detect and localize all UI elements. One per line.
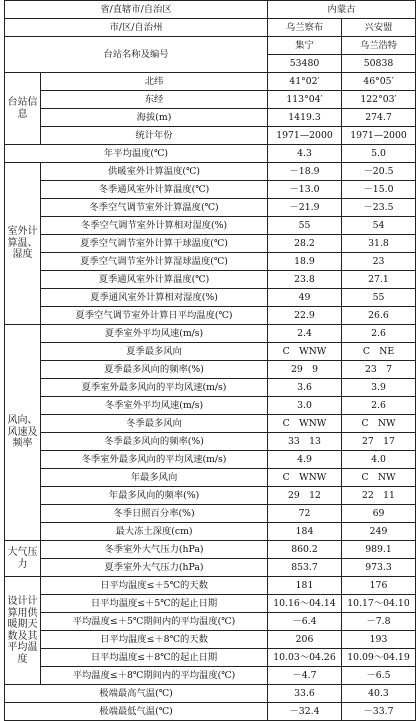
group-label: 大气压力: [5, 541, 41, 577]
station-label: 台站名称及编号: [5, 37, 268, 73]
value-2: －6.5: [342, 667, 416, 685]
value-1: 3.6: [268, 379, 342, 397]
table-row: [5, 73, 416, 91]
table-row: [5, 649, 416, 667]
row-label: 供暖室外计算温度(℃): [41, 163, 268, 181]
row-label: 冬季室外大气压力(hPa): [41, 541, 268, 559]
value-1: 113°04′: [268, 91, 342, 109]
table-row: [5, 289, 416, 307]
station-code-1: 53480: [268, 55, 342, 73]
value-1: 4.9: [268, 451, 342, 469]
row-label: 夏季空气调节室外计算日平均温度(℃): [41, 307, 268, 325]
value-1: －13.0: [268, 181, 342, 199]
value-1: 181: [268, 577, 342, 595]
row-label: 冬季日照百分率(%): [41, 505, 268, 523]
value-2: 23 7: [342, 361, 416, 379]
row-label: 夏季通风室外计算相对湿度(%): [41, 289, 268, 307]
value-2: 54: [342, 217, 416, 235]
value-1: 3.0: [268, 397, 342, 415]
value-2: 40.3: [342, 685, 416, 703]
table-row: [5, 487, 416, 505]
group-label: 设计计算用供暖期天数及其平均温度: [5, 577, 41, 685]
table-row: [5, 415, 416, 433]
value-1: 28.2: [268, 235, 342, 253]
row-label: 冬季空气调节室外计算温度(℃): [41, 199, 268, 217]
table-row: [5, 451, 416, 469]
table-row: [5, 523, 416, 541]
table-row: [5, 595, 416, 613]
table-row: [5, 541, 416, 559]
row-label: 冬季最多风向的频率(%): [41, 433, 268, 451]
row-label: 极端最高气温(℃): [5, 685, 268, 703]
city-1: 乌兰察布: [268, 19, 342, 37]
value-2: 176: [342, 577, 416, 595]
value-2: 23: [342, 253, 416, 271]
value-1: 10.16～04.14: [268, 595, 342, 613]
table-row: [5, 433, 416, 451]
value-1: 10.03～04.26: [268, 649, 342, 667]
row-label: 夏季最多风向的频率(%): [41, 361, 268, 379]
value-1: 1971—2000: [268, 127, 342, 145]
row-label: 日平均温度≤＋8℃的起止日期: [41, 649, 268, 667]
table-row: [5, 577, 416, 595]
table-row: [5, 325, 416, 343]
value-2: 1971—2000: [342, 127, 416, 145]
row-label: 年最多风向的频率(%): [41, 487, 268, 505]
value-2: 31.8: [342, 235, 416, 253]
table-row: [5, 469, 416, 487]
header-row-station: [5, 37, 416, 55]
value-2: 10.09～04.19: [342, 649, 416, 667]
value-1: －18.9: [268, 163, 342, 181]
value-2: 4.0: [342, 451, 416, 469]
value-1: 1419.3: [268, 109, 342, 127]
value-2: 27 17: [342, 433, 416, 451]
value-1: 23.8: [268, 271, 342, 289]
city-2: 兴安盟: [342, 19, 416, 37]
value-1: －21.9: [268, 199, 342, 217]
table-row: [5, 163, 416, 181]
row-label: 日平均温度≤＋5℃的天数: [41, 577, 268, 595]
table-row: [5, 127, 416, 145]
value-1: 33 13: [268, 433, 342, 451]
table-row: [5, 235, 416, 253]
value-1: C WNW: [268, 343, 342, 361]
table-row: [5, 145, 416, 163]
value-2: 122°03′: [342, 91, 416, 109]
value-2: 2.6: [342, 325, 416, 343]
value-1: 18.9: [268, 253, 342, 271]
row-label: 夏季通风室外计算温度(℃): [41, 271, 268, 289]
table-row: [5, 631, 416, 649]
value-1: 184: [268, 523, 342, 541]
table-row: [5, 109, 416, 127]
value-1: 72: [268, 505, 342, 523]
station-2: 乌兰浩特: [342, 37, 416, 55]
table-row: [5, 253, 416, 271]
value-2: 27.1: [342, 271, 416, 289]
group-label: 室外计算温、湿度: [5, 163, 41, 325]
value-2: 2.6: [342, 397, 416, 415]
value-1: C WNW: [268, 415, 342, 433]
value-1: 49: [268, 289, 342, 307]
station-1: 集宁: [268, 37, 342, 55]
row-label: 夏季空气调节室外计算湿球温度(℃): [41, 253, 268, 271]
row-label: 年平均温度(℃): [5, 145, 268, 163]
value-1: 55: [268, 217, 342, 235]
row-label: 东经: [41, 91, 268, 109]
group-label: 风向、风速及频率: [5, 325, 41, 541]
row-label: 年最多风向: [41, 469, 268, 487]
row-label: 最大冻土深度(cm): [41, 523, 268, 541]
table-row: [5, 397, 416, 415]
row-label: 日平均温度≤＋8℃的天数: [41, 631, 268, 649]
table-row: [5, 613, 416, 631]
value-1: 206: [268, 631, 342, 649]
province-value: 内蒙古: [268, 1, 416, 19]
group-label: 台站信息: [5, 73, 41, 145]
value-2: 989.1: [342, 541, 416, 559]
table-row: [5, 217, 416, 235]
value-2: －15.0: [342, 181, 416, 199]
table-row: [5, 685, 416, 703]
table-row: [5, 505, 416, 523]
row-label: 冬季空气调节室外计算相对湿度(%): [41, 217, 268, 235]
value-2: 69: [342, 505, 416, 523]
table-row: [5, 271, 416, 289]
row-label: 夏季室外大气压力(hPa): [41, 559, 268, 577]
value-2: 22 11: [342, 487, 416, 505]
value-1: －4.7: [268, 667, 342, 685]
value-1: 29 12: [268, 487, 342, 505]
row-label: 冬季通风室外计算温度(℃): [41, 181, 268, 199]
value-1: 33.6: [268, 685, 342, 703]
value-2: 5.0: [342, 145, 416, 163]
row-label: 夏季室外最多风向的平均风速(m/s): [41, 379, 268, 397]
row-label: 冬季室外平均风速(m/s): [41, 397, 268, 415]
value-1: 853.7: [268, 559, 342, 577]
table-row: [5, 703, 416, 721]
table-row: [5, 199, 416, 217]
row-label: 冬季最多风向: [41, 415, 268, 433]
table-row: [5, 181, 416, 199]
value-2: C NW: [342, 415, 416, 433]
value-2: 3.9: [342, 379, 416, 397]
header-row-province: [5, 1, 416, 19]
table-row: [5, 361, 416, 379]
row-label: 极端最低气温(℃): [5, 703, 268, 721]
value-2: 249: [342, 523, 416, 541]
row-label: 统计年份: [41, 127, 268, 145]
value-1: 29 9: [268, 361, 342, 379]
value-2: －23.5: [342, 199, 416, 217]
value-1: －32.4: [268, 703, 342, 721]
value-2: －20.5: [342, 163, 416, 181]
value-2: －7.8: [342, 613, 416, 631]
city-label: 市/区/自治州: [5, 19, 268, 37]
row-label: 海拔(m): [41, 109, 268, 127]
value-2: 46°05′: [342, 73, 416, 91]
table-row: [5, 91, 416, 109]
province-label: 省/直辖市/自治区: [5, 1, 268, 19]
value-2: 274.7: [342, 109, 416, 127]
table-row: [5, 379, 416, 397]
value-2: C NW: [342, 469, 416, 487]
row-label: 平均温度≤＋8℃期间内的平均温度(℃): [41, 667, 268, 685]
row-label: 夏季空气调节室外计算干球温度(℃): [41, 235, 268, 253]
value-1: 2.4: [268, 325, 342, 343]
station-code-2: 50838: [342, 55, 416, 73]
table-row: [5, 307, 416, 325]
table-row: [5, 667, 416, 685]
value-1: C WNW: [268, 469, 342, 487]
value-1: 22.9: [268, 307, 342, 325]
table-row: [5, 343, 416, 361]
table-row: [5, 559, 416, 577]
row-label: 夏季室外平均风速(m/s): [41, 325, 268, 343]
value-2: －33.7: [342, 703, 416, 721]
value-1: 4.3: [268, 145, 342, 163]
header-row-city: [5, 19, 416, 37]
value-1: 860.2: [268, 541, 342, 559]
row-label: 日平均温度≤＋5℃的起止日期: [41, 595, 268, 613]
row-label: 北纬: [41, 73, 268, 91]
row-label: 冬季室外最多风向的平均风速(m/s): [41, 451, 268, 469]
value-2: 193: [342, 631, 416, 649]
row-label: 夏季最多风向: [41, 343, 268, 361]
value-2: C NE: [342, 343, 416, 361]
value-2: 55: [342, 289, 416, 307]
value-1: －6.4: [268, 613, 342, 631]
value-2: 10.17～04.10: [342, 595, 416, 613]
value-2: 973.3: [342, 559, 416, 577]
climate-data-table: [4, 0, 416, 721]
row-label: 平均温度≤＋5℃期间内的平均温度(℃): [41, 613, 268, 631]
value-1: 41°02′: [268, 73, 342, 91]
value-2: 26.6: [342, 307, 416, 325]
